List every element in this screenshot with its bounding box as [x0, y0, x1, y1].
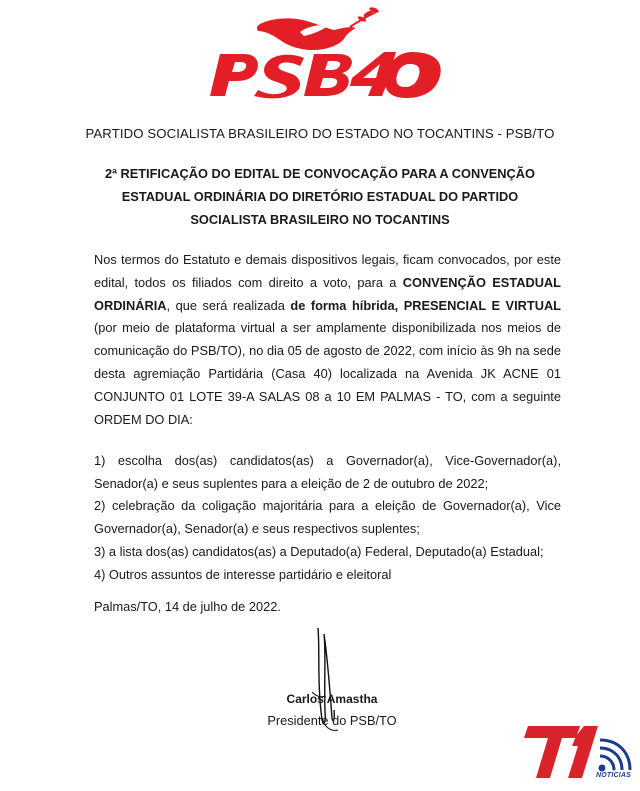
body-text-3: (por meio de plataforma virtual a ser amplamente disponibilizada nos meios de comunicação do PSB/TO), no dia 05 de agosto de 2022, com início às 9h na sede desta agremiação Partidária (Casa 40) localizada na Avenida JK ACNE 01 CONJUNTO 01 LOTE 39-A SALAS 08 a 10 EM PALMAS - TO, com a seguinte ORDEM DO DIA: [94, 320, 561, 427]
party-header-line: PARTIDO SOCIALISTA BRASILEIRO DO ESTADO NO TOCANTINS - PSB/TO [85, 126, 555, 141]
body-text-2: , que será realizada [166, 297, 291, 313]
body-text-1: Nos termos do Estatuto e demais dispositivos legais, ficam convocados, por este edital, todos os filiados com direito a voto, para a [94, 252, 561, 290]
psb-40-lettering [210, 52, 441, 98]
document-title [70, 162, 570, 231]
title-line-2: ESTADUAL ORDINÁRIA DO DIRETÓRIO ESTADUAL DO PARTIDO [121, 189, 519, 204]
psb-40-logo [200, 4, 450, 100]
title-line-3: SOCIALISTA BRASILEIRO NO TOCANTINS [190, 212, 450, 227]
dove-with-olive-branch-icon [257, 6, 379, 50]
agenda-list [94, 450, 561, 586]
body-bold-format: de forma híbrida, PRESENCIAL E VIRTUAL [290, 297, 561, 313]
body-bold-convention: CONVENÇÃO ESTADUAL ORDINÁRIA [94, 274, 561, 313]
convocation-paragraph [94, 249, 561, 431]
place-date: Palmas/TO, 14 de julho de 2022. [94, 599, 281, 614]
agenda-item: 3) a lista dos(as) candidatos(as) a Deputado(a) Federal, Deputado(a) Estadual; [94, 543, 544, 559]
agenda-item: 4) Outros assuntos de interesse partidário e eleitoral [94, 566, 392, 582]
signer-name: Carlos Amastha [286, 692, 378, 706]
watermark-label: NOTÍCIAS [596, 772, 632, 779]
signer-role: Presidente do PSB/TO [267, 713, 397, 728]
psb-40-logo-graphic [200, 4, 450, 100]
agenda-item: 2) celebração da coligação majoritária para a eleição de Governador(a), Vice Governador(a), Senador(a) e seus respectivos suplentes; [94, 498, 561, 537]
title-line-1: 2ª RETIFICAÇÃO DO EDITAL DE CONVOCAÇÃO PARA A CONVENÇÃO [105, 166, 535, 181]
agenda-item: 1) escolha dos(as) candidatos(as) a Governador(a), Vice-Governador(a), Senador(a) e seus suplentes para a eleição de 2 de outubro de 2022; [94, 453, 561, 491]
